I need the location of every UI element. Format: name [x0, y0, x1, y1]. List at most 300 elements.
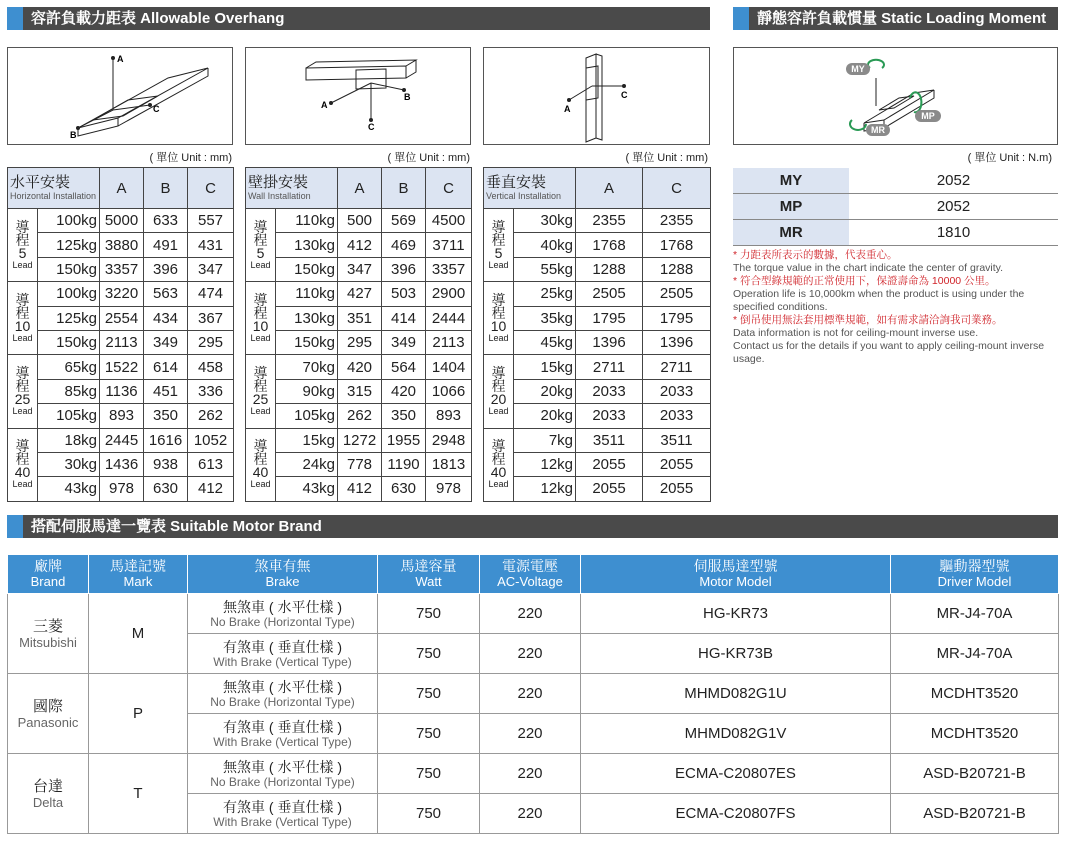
voltage-cell: 220: [480, 714, 581, 754]
value-cell: 3711: [426, 233, 472, 257]
lead-label: 程: [253, 304, 268, 321]
value-cell: 2033: [576, 404, 643, 428]
load-cell: 100kg: [38, 282, 100, 306]
value-cell: 3357: [100, 257, 144, 281]
lead-english: Lead: [12, 479, 33, 490]
value-cell: 262: [338, 404, 382, 428]
lead-label: 導: [253, 218, 268, 235]
table-row: [246, 379, 472, 403]
brake-en: With Brake (Vertical Type): [213, 814, 352, 829]
lead-cell: [246, 428, 276, 501]
load-cell: 20kg: [514, 379, 576, 403]
lead-label: 導: [491, 291, 506, 308]
value-cell: 4500: [426, 209, 472, 233]
value-cell: 2113: [426, 330, 472, 354]
watt-cell: 750: [378, 674, 480, 714]
lead-label: 程: [491, 304, 506, 321]
value-cell: 1288: [643, 257, 711, 281]
moment-value: 1810: [849, 220, 1058, 246]
horizontal-overhang-table: [7, 167, 234, 502]
value-cell: 978: [426, 477, 472, 501]
value-cell: 431: [188, 233, 234, 257]
lead-label: 程: [491, 451, 506, 468]
value-cell: 3511: [643, 428, 711, 452]
value-cell: 420: [382, 379, 426, 403]
moment-key: MP: [733, 194, 849, 220]
table-header: 垂直安裝 Vertical Installation: [484, 168, 576, 209]
value-cell: 3220: [100, 282, 144, 306]
lead-cell: [484, 209, 514, 282]
header-zh: 煞車有無: [254, 558, 311, 574]
value-cell: 2711: [576, 355, 643, 379]
driver-model-cell: MR-J4-70A: [891, 634, 1059, 674]
value-cell: 778: [338, 452, 382, 476]
value-cell: 503: [382, 282, 426, 306]
lead-label: 程: [491, 377, 506, 394]
lead-cell: [484, 428, 514, 501]
load-cell: 43kg: [276, 477, 338, 501]
motor-column-header: [188, 555, 378, 594]
driver-model-cell: MR-J4-70A: [891, 594, 1059, 634]
table-row: [484, 209, 711, 233]
wall-diagram: [245, 47, 471, 145]
motor-model-cell: ECMA-C20807FS: [581, 794, 891, 834]
table-row: [246, 209, 472, 233]
load-cell: 12kg: [514, 477, 576, 501]
table-row: [246, 452, 472, 476]
header-zh: 馬達容量: [400, 558, 457, 574]
lead-label: 導: [253, 364, 268, 381]
value-cell: 2445: [100, 428, 144, 452]
driver-model-cell: MCDHT3520: [891, 714, 1059, 754]
load-cell: 110kg: [276, 209, 338, 233]
lead-cell: [8, 355, 38, 428]
brake-zh: 有煞車 ( 垂直仕樣 ): [223, 638, 342, 655]
load-cell: 90kg: [276, 379, 338, 403]
table-row: [246, 330, 472, 354]
value-cell: 1272: [338, 428, 382, 452]
table-header: 壁掛安裝 Wall Installation: [246, 168, 338, 209]
value-cell: 1396: [576, 330, 643, 354]
motor-row: [8, 674, 1059, 714]
label-a: A: [321, 100, 328, 110]
voltage-cell: 220: [480, 634, 581, 674]
table-row: [246, 282, 472, 306]
table-row: [8, 404, 234, 428]
table-row: [246, 404, 472, 428]
voltage-cell: 220: [480, 754, 581, 794]
motor-column-header: [891, 555, 1059, 594]
driver-model-cell: ASD-B20721-B: [891, 754, 1059, 794]
motor-column-header: [378, 555, 480, 594]
unit-label: ( 單位 Unit : N.m): [967, 152, 1052, 164]
value-cell: 614: [144, 355, 188, 379]
load-cell: 70kg: [276, 355, 338, 379]
value-cell: 2355: [643, 209, 711, 233]
value-cell: 633: [144, 209, 188, 233]
lead-english: Lead: [488, 405, 509, 416]
load-cell: 85kg: [38, 379, 100, 403]
value-cell: 412: [188, 477, 234, 501]
value-cell: 427: [338, 282, 382, 306]
label-b: B: [70, 130, 77, 140]
note-line: * 力距表所表示的數據，代表重心。: [733, 249, 898, 261]
motor-brand-table: [7, 554, 1059, 834]
moment-value: 2052: [849, 168, 1058, 194]
value-cell: 367: [188, 306, 234, 330]
watt-cell: 750: [378, 754, 480, 794]
value-cell: 2055: [576, 452, 643, 476]
column-header: C: [643, 168, 711, 209]
driver-model-cell: ASD-B20721-B: [891, 794, 1059, 834]
value-cell: 434: [144, 306, 188, 330]
value-cell: 412: [338, 477, 382, 501]
value-cell: 396: [382, 257, 426, 281]
value-cell: 1190: [382, 452, 426, 476]
header-en: Brake: [265, 574, 300, 589]
brake-zh: 無煞車 ( 水平仕樣 ): [223, 678, 342, 695]
value-cell: 458: [188, 355, 234, 379]
label-c: C: [368, 122, 375, 132]
value-cell: 893: [100, 404, 144, 428]
value-cell: 978: [100, 477, 144, 501]
motor-row: [8, 754, 1059, 794]
value-cell: 2505: [576, 282, 643, 306]
value-cell: 1288: [576, 257, 643, 281]
value-cell: 1136: [100, 379, 144, 403]
value-cell: 563: [144, 282, 188, 306]
motor-column-header: [89, 555, 188, 594]
value-cell: 5000: [100, 209, 144, 233]
motor-model-cell: MHMD082G1U: [581, 674, 891, 714]
lead-number: 40: [14, 464, 31, 481]
value-cell: 2113: [100, 330, 144, 354]
brake-cell: [188, 794, 378, 834]
value-cell: 3880: [100, 233, 144, 257]
lead-english: Lead: [250, 405, 271, 416]
table-row: [246, 257, 472, 281]
load-cell: 130kg: [276, 306, 338, 330]
voltage-cell: 220: [480, 674, 581, 714]
table-row: [8, 379, 234, 403]
motor-model-cell: HG-KR73: [581, 594, 891, 634]
brake-en: No Brake (Horizontal Type): [210, 614, 355, 629]
table-row: [246, 428, 472, 452]
load-cell: 125kg: [38, 233, 100, 257]
table-header: 水平安裝 Horizontal Installation: [8, 168, 100, 209]
value-cell: 500: [338, 209, 382, 233]
value-cell: 2033: [643, 404, 711, 428]
lead-english: Lead: [12, 405, 33, 416]
table-row: [484, 233, 711, 257]
moment-row: [733, 194, 1058, 220]
value-cell: 3511: [576, 428, 643, 452]
moment-key: MY: [733, 168, 849, 194]
value-cell: 491: [144, 233, 188, 257]
moment-key: MR: [733, 220, 849, 246]
lead-label: 導: [15, 438, 30, 455]
lead-cell: [484, 282, 514, 355]
brand-zh: 台達: [32, 777, 63, 795]
table-row: [484, 257, 711, 281]
value-cell: 630: [382, 477, 426, 501]
lead-label: 導: [253, 291, 268, 308]
column-header: A: [338, 168, 382, 209]
brake-en: With Brake (Vertical Type): [213, 734, 352, 749]
brake-en: With Brake (Vertical Type): [213, 654, 352, 669]
value-cell: 412: [338, 233, 382, 257]
motor-column-header: [8, 555, 89, 594]
note-line: * 符合型錄規範的正常使用下，保證壽命為 10000 公里。: [733, 275, 996, 287]
load-cell: 100kg: [38, 209, 100, 233]
lead-label: 程: [491, 231, 506, 248]
value-cell: 420: [338, 355, 382, 379]
load-cell: 45kg: [514, 330, 576, 354]
column-header: C: [426, 168, 472, 209]
horizontal-diagram: [7, 47, 233, 145]
lead-english: Lead: [488, 259, 509, 270]
value-cell: 347: [338, 257, 382, 281]
brand-cell: [8, 594, 89, 674]
moment-value: 2052: [849, 194, 1058, 220]
value-cell: 1795: [576, 306, 643, 330]
value-cell: 295: [338, 330, 382, 354]
table-row: [8, 452, 234, 476]
note-line: The torque value in the chart indicate the center of gravity.: [733, 262, 1004, 274]
table-row: [246, 306, 472, 330]
lead-cell: [8, 282, 38, 355]
value-cell: 2055: [643, 477, 711, 501]
label-a: A: [564, 104, 571, 114]
label-mr: MR: [871, 125, 885, 135]
value-cell: 295: [188, 330, 234, 354]
brake-en: No Brake (Horizontal Type): [210, 694, 355, 709]
lead-english: Lead: [12, 332, 33, 343]
lead-label: 程: [15, 451, 30, 468]
label-c: C: [621, 90, 628, 100]
table-row: [484, 452, 711, 476]
unit-label: ( 單位 Unit : mm): [625, 152, 708, 164]
value-cell: 1616: [144, 428, 188, 452]
note-line: Operation life is 10,000km when the product is using under the specified conditions.: [733, 288, 1025, 313]
driver-model-cell: MCDHT3520: [891, 674, 1059, 714]
value-cell: 469: [382, 233, 426, 257]
brake-cell: [188, 674, 378, 714]
mark-cell: P: [89, 674, 188, 754]
header-en: AC-Voltage: [497, 574, 563, 589]
value-cell: 350: [382, 404, 426, 428]
value-cell: 2444: [426, 306, 472, 330]
moment-section-title: 靜態容許負載慣量 Static Loading Moment: [733, 7, 1058, 30]
lead-number: 20: [490, 390, 507, 407]
table-body: [246, 209, 472, 502]
table-row: [484, 379, 711, 403]
value-cell: 349: [144, 330, 188, 354]
table-row: [8, 233, 234, 257]
voltage-cell: 220: [480, 594, 581, 634]
header-zh: 伺服馬達型號: [693, 558, 778, 574]
load-cell: 43kg: [38, 477, 100, 501]
mark-cell: M: [89, 594, 188, 674]
table-row: [8, 209, 234, 233]
table-row: [8, 330, 234, 354]
value-cell: 1436: [100, 452, 144, 476]
note-line: Contact us for the details if you want to apply ceiling-mount inverse usage.: [733, 340, 1045, 365]
value-cell: 630: [144, 477, 188, 501]
value-cell: 1768: [643, 233, 711, 257]
column-header: A: [100, 168, 144, 209]
label-a: A: [117, 54, 124, 64]
value-cell: 262: [188, 404, 234, 428]
value-cell: 613: [188, 452, 234, 476]
lead-number: 40: [252, 464, 269, 481]
value-cell: 1522: [100, 355, 144, 379]
load-cell: 150kg: [38, 257, 100, 281]
value-cell: 1795: [643, 306, 711, 330]
lead-english: Lead: [250, 479, 271, 490]
brand-cell: [8, 754, 89, 834]
header-zh: 廠牌: [34, 558, 62, 574]
label-b: B: [404, 92, 411, 102]
unit-label: ( 單位 Unit : mm): [149, 152, 232, 164]
lead-number: 25: [252, 390, 269, 407]
lead-label: 導: [15, 291, 30, 308]
brand-zh: 國際: [32, 697, 63, 715]
vertical-diagram: [483, 47, 710, 145]
lead-label: 導: [491, 218, 506, 235]
load-cell: 130kg: [276, 233, 338, 257]
table-row: [8, 282, 234, 306]
value-cell: 2355: [576, 209, 643, 233]
brand-cell: [8, 674, 89, 754]
load-cell: 24kg: [276, 452, 338, 476]
value-cell: 347: [188, 257, 234, 281]
load-cell: 150kg: [276, 330, 338, 354]
brand-en: Panasonic: [17, 714, 79, 730]
table-body: [8, 209, 234, 502]
label-c: C: [153, 104, 160, 114]
motor-model-cell: ECMA-C20807ES: [581, 754, 891, 794]
load-cell: 25kg: [514, 282, 576, 306]
motor-column-header: [581, 555, 891, 594]
header-zh: 馬達記號: [110, 558, 166, 574]
table-body: [484, 209, 711, 502]
lead-label: 程: [15, 377, 30, 394]
load-cell: 15kg: [276, 428, 338, 452]
motor-column-header: [480, 555, 581, 594]
table-row: [484, 355, 711, 379]
header-en: Driver Model: [937, 574, 1012, 589]
load-cell: 65kg: [38, 355, 100, 379]
lead-english: Lead: [488, 479, 509, 490]
value-cell: 351: [338, 306, 382, 330]
column-header: C: [188, 168, 234, 209]
lead-number: 5: [18, 244, 27, 261]
lead-cell: [246, 209, 276, 282]
header-en: Brand: [30, 574, 66, 589]
table-row: [8, 428, 234, 452]
load-cell: 12kg: [514, 452, 576, 476]
brake-zh: 無煞車 ( 水平仕樣 ): [223, 598, 342, 615]
wall-overhang-table: [245, 167, 472, 502]
load-cell: 55kg: [514, 257, 576, 281]
brake-zh: 有煞車 ( 垂直仕樣 ): [223, 718, 342, 735]
value-cell: 2055: [643, 452, 711, 476]
lead-label: 導: [491, 364, 506, 381]
value-cell: 2033: [576, 379, 643, 403]
value-cell: 451: [144, 379, 188, 403]
column-header: B: [144, 168, 188, 209]
unit-label: ( 單位 Unit : mm): [387, 152, 470, 164]
value-cell: 1404: [426, 355, 472, 379]
value-cell: 1813: [426, 452, 472, 476]
value-cell: 2900: [426, 282, 472, 306]
lead-cell: [246, 355, 276, 428]
table-row: [484, 306, 711, 330]
value-cell: 893: [426, 404, 472, 428]
brand-en: Delta: [32, 794, 64, 810]
lead-cell: [484, 355, 514, 428]
motor-model-cell: HG-KR73B: [581, 634, 891, 674]
value-cell: 2948: [426, 428, 472, 452]
load-cell: 125kg: [38, 306, 100, 330]
value-cell: 1955: [382, 428, 426, 452]
note-line: * 倒吊使用無法套用標準規範，如有需求請洽詢我司業務。: [733, 314, 1003, 326]
brake-zh: 無煞車 ( 水平仕樣 ): [223, 758, 342, 775]
brake-cell: [188, 754, 378, 794]
lead-english: Lead: [250, 259, 271, 270]
value-cell: 414: [382, 306, 426, 330]
load-cell: 35kg: [514, 306, 576, 330]
table-row: [8, 355, 234, 379]
motor-row: [8, 594, 1059, 634]
value-cell: 3357: [426, 257, 472, 281]
brand-en: Mitsubishi: [19, 634, 77, 650]
mark-cell: T: [89, 754, 188, 834]
table-row: [484, 282, 711, 306]
static-moment-table: [733, 168, 1058, 246]
value-cell: 569: [382, 209, 426, 233]
header-zh: 電源電壓: [502, 558, 558, 574]
value-cell: 350: [144, 404, 188, 428]
moment-row: [733, 168, 1058, 194]
value-cell: 396: [144, 257, 188, 281]
load-cell: 15kg: [514, 355, 576, 379]
load-cell: 18kg: [38, 428, 100, 452]
vertical-overhang-table: [483, 167, 711, 502]
table-row: [246, 355, 472, 379]
lead-cell: [8, 209, 38, 282]
brand-zh: 三菱: [32, 617, 63, 635]
lead-english: Lead: [250, 332, 271, 343]
lead-number: 40: [490, 464, 507, 481]
lead-cell: [8, 428, 38, 501]
brake-en: No Brake (Horizontal Type): [210, 774, 355, 789]
overhang-section-title: 容許負載力距表 Allowable Overhang: [7, 7, 710, 30]
value-cell: 474: [188, 282, 234, 306]
load-cell: 105kg: [276, 404, 338, 428]
label-my: MY: [851, 64, 865, 74]
lead-label: 導: [15, 218, 30, 235]
label-mp: MP: [921, 111, 935, 121]
value-cell: 2711: [643, 355, 711, 379]
lead-number: 25: [14, 390, 31, 407]
header-en: Mark: [123, 574, 153, 589]
table-row: [246, 233, 472, 257]
lead-label: 程: [253, 231, 268, 248]
lead-number: 10: [490, 317, 507, 334]
table-row: [484, 330, 711, 354]
